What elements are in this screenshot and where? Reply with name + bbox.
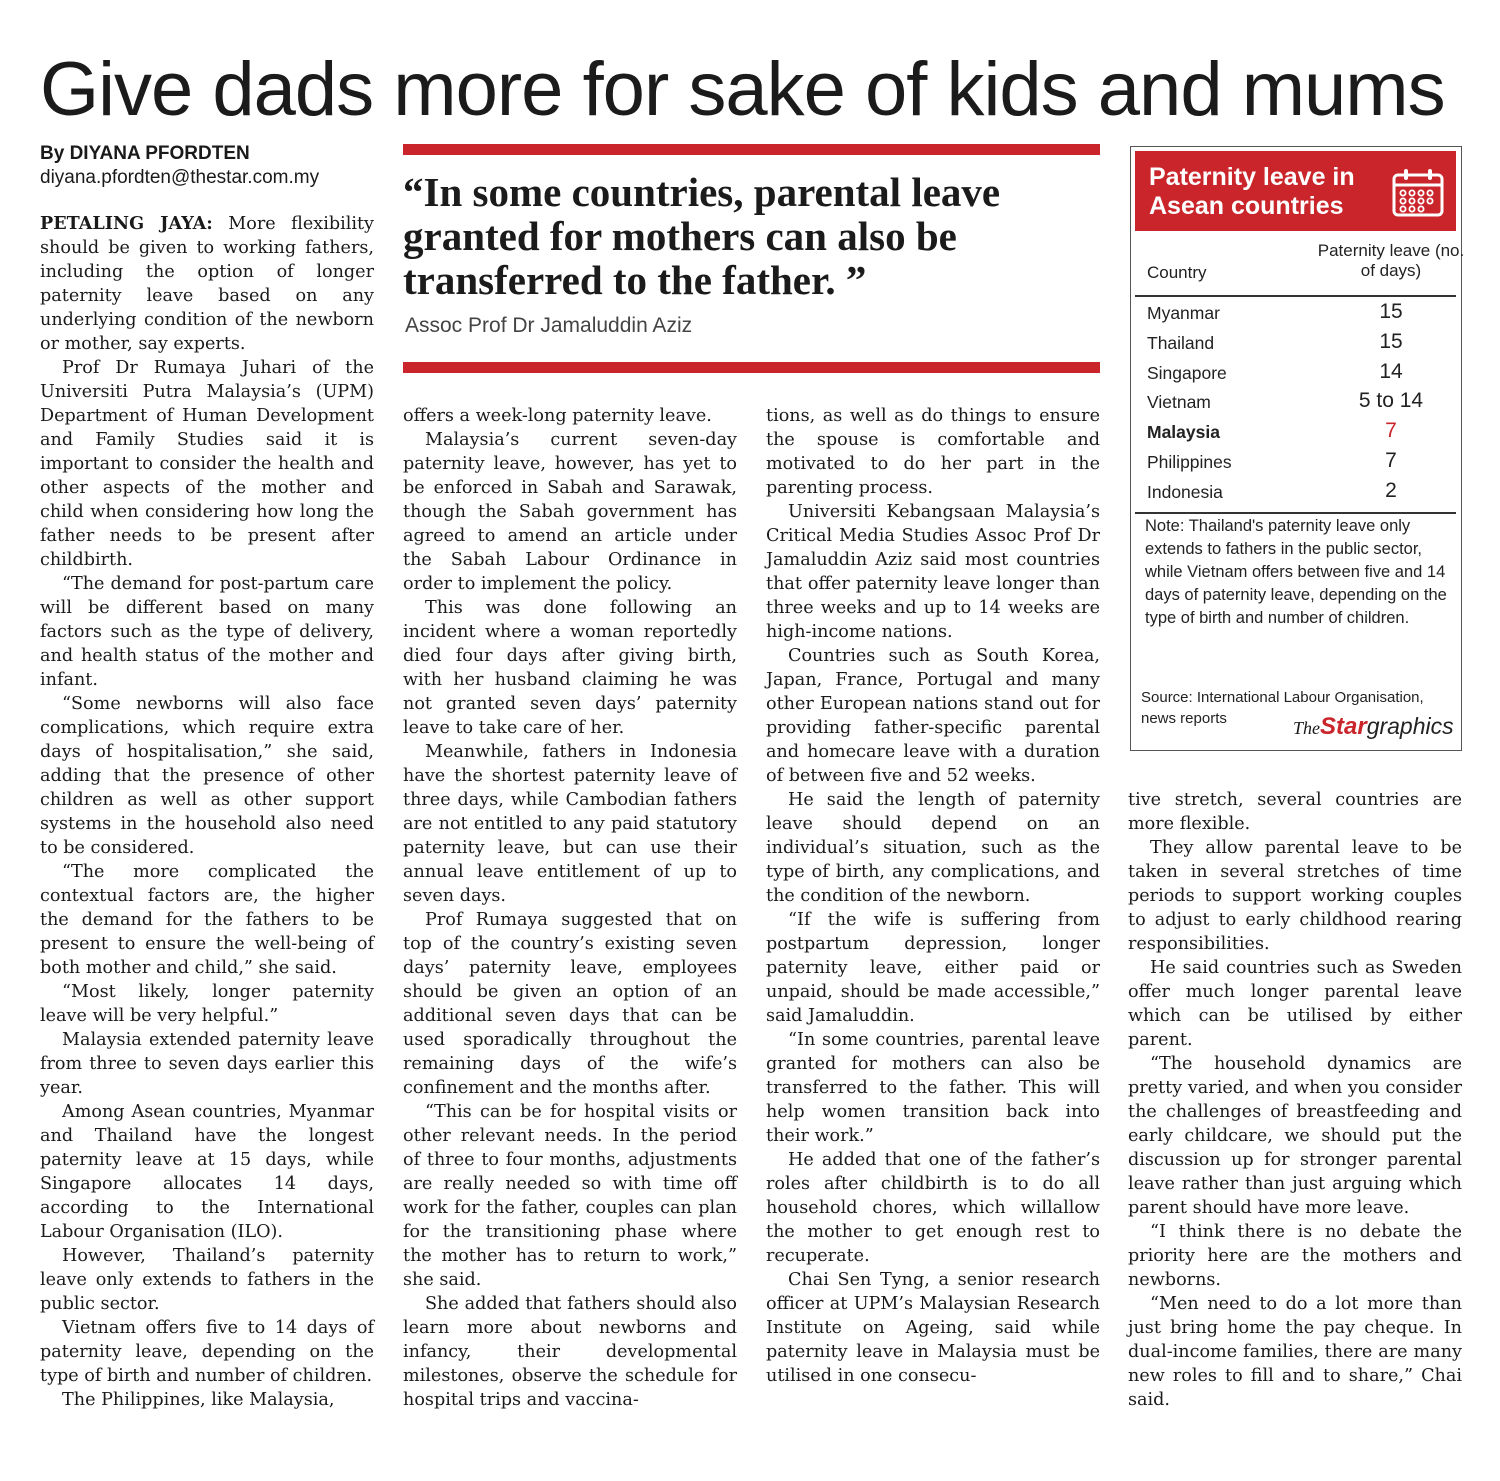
graphic-source: Source: International Labour Organisation, news reports — [1141, 689, 1424, 727]
article-paragraph: Prof Rumaya suggested that on top of the country’s existing seven days’ paternity leave, employees should be given an option of an additional seven days that can be used sporadically throughout the remaining days of the wife’s confinement and the months after. — [403, 910, 737, 1098]
table-row — [1135, 297, 1456, 327]
paternity-leave-graphic — [1130, 146, 1465, 751]
logo-the: The — [1293, 718, 1320, 738]
article-paragraph: Chai Sen Tyng, a senior research officer at UPM’s Malaysian Research Institute on Ageing, said while paternity leave in Malaysia must be utilised in one consecu- — [766, 1270, 1100, 1386]
article-paragraph: She added that fathers should also learn more about newborns and infancy, their developmental milestones, observe the schedule for hospital trips and vaccina- — [403, 1294, 737, 1410]
days-cell: 5 to 14 — [1358, 389, 1424, 413]
days-cell: 7 — [1385, 419, 1397, 443]
country-cell: Vietnam — [1147, 392, 1211, 413]
country-cell: Myanmar — [1147, 303, 1220, 323]
thestar-graphics-logo — [1293, 713, 1463, 741]
dateline: PETALING JAYA: — [40, 213, 213, 234]
article-paragraph: He said countries such as Sweden offer much longer parental leave which can be utilised by either parent. — [1128, 958, 1462, 1050]
article-paragraph: “The household dynamics are pretty varied, and when you consider the challenges of breastfeeding and early childcare, we should put the discussion up for stronger parental leave rather than just arguing which parent should have more leave. — [1128, 1054, 1462, 1218]
byline-name: By DIYANA PFORDTEN — [40, 143, 250, 164]
table-row — [1135, 327, 1456, 357]
article-paragraph: “The demand for post-partum care will be different based on many factors such as the type of delivery, and health status of the mother and infant. — [40, 574, 374, 690]
country-cell: Singapore — [1147, 362, 1227, 383]
article-column-4 — [1128, 788, 1462, 1412]
article-column-2 — [403, 404, 737, 1412]
pullquote-bottom-bar — [403, 362, 1100, 373]
article-paragraph: “Men need to do a lot more than just bring home the pay cheque. In dual-income families, there are many new roles to fill and to share,” Chai said. — [1128, 1294, 1462, 1410]
article-column-1 — [40, 212, 374, 1412]
paternity-table — [1135, 237, 1465, 506]
article-paragraph: “I think there is no debate the priority here are the mothers and newborns. — [1128, 1222, 1462, 1290]
article-paragraph: He added that one of the father’s roles after childbirth is to do all household chores, which willallow the mother to get enough rest to recuperate. — [766, 1150, 1100, 1266]
article-column-3 — [766, 404, 1100, 1388]
article-paragraph: tive stretch, several countries are more flexible. — [1128, 790, 1462, 834]
article-paragraph: Malaysia extended paternity leave from three to seven days earlier this year. — [40, 1030, 374, 1098]
table-bottom-rule — [1135, 512, 1456, 514]
article-paragraph: However, Thailand’s paternity leave only extends to fathers in the public sector. — [40, 1246, 374, 1314]
country-cell: Indonesia — [1147, 481, 1223, 502]
article-paragraph: This was done following an incident where a woman reportedly died four days after giving birth, with her husband claiming he was not granted seven days’ paternity leave to take care of her. — [403, 598, 737, 738]
article-paragraph: “In some countries, parental leave granted for mothers can also be transferred to the father. This will help women transition back into their work.” — [766, 1030, 1100, 1146]
article-paragraph: Countries such as South Korea, Japan, France, Portugal and many other European nations stand out for providing father-specific parental and homecare leave with a duration of between five and 52 weeks. — [766, 646, 1100, 786]
graphic-note: Note: Thailand's paternity leave only extends to fathers in the public sector, while Vietnam offers between five and 14 days of paternity leave, depending on the type of birth and number of children. — [1145, 517, 1447, 627]
days-cell: 7 — [1385, 448, 1397, 472]
days-cell: 14 — [1379, 359, 1403, 383]
table-row — [1135, 386, 1456, 416]
calendar-icon — [1391, 167, 1445, 219]
article-paragraph: Prof Dr Rumaya Juhari of the Universiti Putra Malaysia’s (UPM) Department of Human Development and Family Studies said it is important to consider the health and other aspects of the mother and child when considering how long the father needs to be present after childbirth. — [40, 358, 374, 570]
table-row — [1135, 476, 1456, 506]
table-row — [1135, 446, 1456, 476]
days-cell: 2 — [1385, 478, 1397, 502]
article-paragraph: Malaysia’s current seven-day paternity leave, however, has yet to be enforced in Sabah and Sarawak, though the Sabah government has agreed to amend an article under the Sabah Labour Ordinance in order to implement the policy. — [403, 430, 737, 594]
article-paragraph: “If the wife is suffering from postpartum depression, longer paternity leave, either paid or unpaid, should be made accessible,” said Jamaluddin. — [766, 910, 1100, 1026]
article-paragraph: Among Asean countries, Myanmar and Thailand have the longest paternity leave at 15 days, while Singapore allocates 14 days, according to the International Labour Organisation (ILO). — [40, 1102, 374, 1242]
article-paragraph: They allow parental leave to be taken in several stretches of time periods to support working couples to adjust to early childhood rearing responsibilities. — [1128, 838, 1462, 954]
graphic-header — [1135, 151, 1456, 231]
days-cell: 15 — [1379, 300, 1403, 323]
article-paragraph: “This can be for hospital visits or other relevant needs. In the period of three to four months, adjustments are really needed so with time off work for the father, couples can plan for the transitioning phase where the mother has to return to work,” she said. — [403, 1102, 737, 1290]
country-cell: Philippines — [1147, 451, 1232, 472]
article-paragraph: “The more complicated the contextual factors are, the higher the demand for the fathers to be present to ensure the well-being of both mother and child,” she said. — [40, 862, 374, 978]
article-paragraph: He said the length of paternity leave should depend on an individual’s situation, such as the type of birth, any complications, and the condition of the newborn. — [766, 790, 1100, 906]
article-paragraph — [40, 212, 374, 356]
graphic-title: Paternity leave in Asean countries — [1149, 163, 1355, 220]
headline: Give dads more for sake of kids and mums — [40, 47, 1445, 132]
logo-graphics: graphics — [1366, 713, 1454, 739]
article-paragraph: Universiti Kebangsaan Malaysia’s Critical Media Studies Assoc Prof Dr Jamaluddin Aziz said most countries that offer paternity leave longer than three weeks and up to 14 weeks are high-income nations. — [766, 502, 1100, 642]
article-paragraph: tions, as well as do things to ensure the spouse is comfortable and motivated to do her part in the parenting process. — [766, 406, 1100, 498]
byline-email: diyana.pfordten@thestar.com.my — [40, 167, 320, 188]
byline — [40, 142, 380, 190]
table-header-row — [1135, 237, 1465, 297]
pullquote-top-bar — [403, 144, 1100, 155]
article-paragraph: The Philippines, like Malaysia, — [62, 1390, 335, 1410]
days-cell: 15 — [1379, 329, 1403, 353]
article-paragraph: “Most likely, longer paternity leave will be very helpful.” — [40, 982, 374, 1026]
table-row — [1135, 357, 1456, 387]
pullquote-text: “In some countries, parental leave granted for mothers can also be transferred to the father. ” — [403, 169, 1001, 303]
logo-star: Star — [1320, 713, 1367, 740]
country-cell: Malaysia — [1147, 422, 1220, 443]
article-paragraph: Vietnam offers five to 14 days of paternity leave, depending on the type of birth and number of children. — [40, 1318, 374, 1386]
column-header-days: Paternity leave (no. of days) — [1317, 241, 1465, 280]
article-paragraph: Meanwhile, fathers in Indonesia have the shortest paternity leave of three days, while Cambodian fathers are not entitled to any paid statutory paternity leave, but can use their annual leave entitlement of up to seven days. — [403, 742, 737, 906]
table-row-highlighted — [1135, 416, 1456, 446]
column-header-country: Country — [1147, 263, 1207, 282]
pullquote-attribution: Assoc Prof Dr Jamaluddin Aziz — [405, 314, 693, 337]
article-paragraph: offers a week-long paternity leave. — [403, 406, 712, 426]
article-paragraph: “Some newborns will also face complications, which require extra days of hospitalisation,” she said, adding that the presence of other children as well as other support systems in the household also need to be considered. — [40, 694, 374, 858]
country-cell: Thailand — [1147, 332, 1215, 353]
lead-text: More flexibility should be given to working fathers, including the option of longer paternity leave based on any underlying condition of the newborn or mother, say experts. — [40, 214, 375, 354]
